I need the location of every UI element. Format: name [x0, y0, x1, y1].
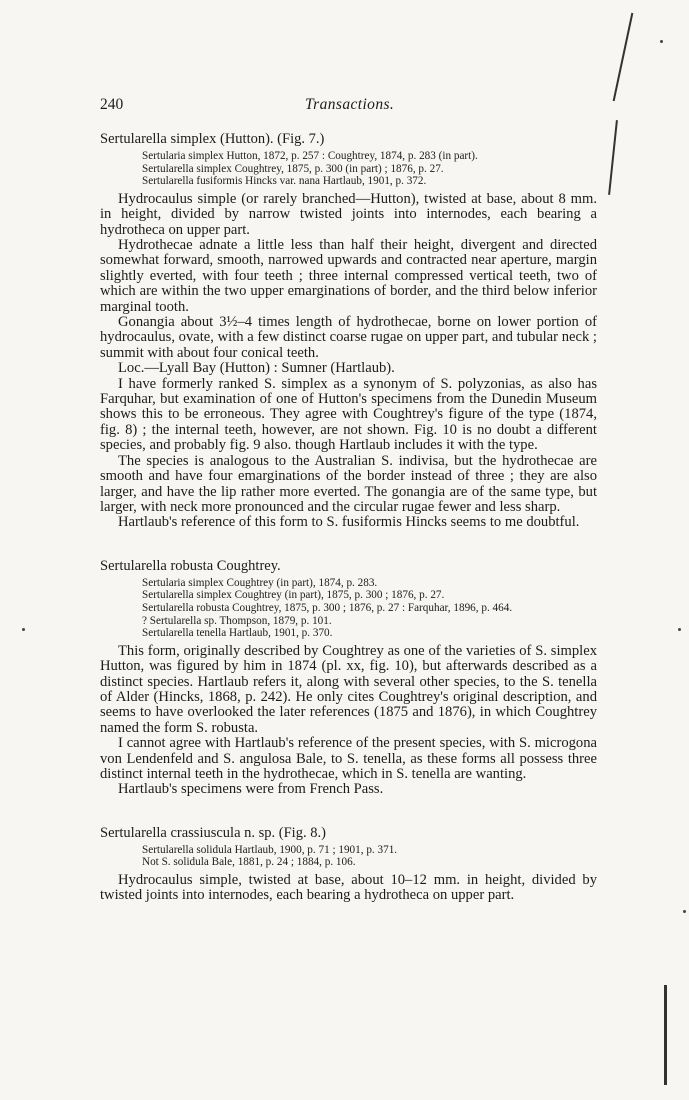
synonymy-list [100, 150, 597, 188]
synonym-entry: Sertularella simplex Coughtrey, 1875, p. 300 (in part) ; 1876, p. 27. [142, 162, 444, 175]
section-title: Sertularella robusta Coughtrey. [100, 557, 281, 574]
synonym-entry: Sertularella fusiformis Hincks var. nana Hartlaub, 1901, p. 372. [142, 175, 427, 188]
paragraph: I have formerly ranked S. simplex as a synonym of S. polyzonias, as also has Farquhar, but examination of one of Hutton's specimens from the Dunedin Museum shows this to be erroneous. They agree with Coughtrey's figure of the type (1874, fig. 8) ; the internal teeth, however, are not shown. Fig. 10 is no doubt a different species, and probably fig. 9 also. though Hartlaub includes it with the type. [100, 375, 597, 454]
page-header [100, 96, 600, 116]
paragraph: Loc.—Lyall Bay (Hutton) : Sumner (Hartlaub). [118, 360, 395, 377]
paragraph: The species is analogous to the Australian S. indivisa, but the hydrothecae are smooth and have four emarginations of the border instead of three ; they are also larger, and have the lip rather more everted. The gonangia are of the same type, but larger, with neck more pronounced and the circular rugae fewer and less sharp. [100, 452, 597, 515]
paragraph: This form, originally described by Coughtrey as one of the varieties of S. simplex Hutton, was figured by him in 1874 (pl. xx, fig. 10), but afterwards described as a distinct species. Hartlaub refers it, along with several other species, to the S. tenella of Alder (Hincks, 1868, p. 242). He only cites Coughtrey's original description, and seems to have overlooked the later references (1875 and 1876), in which Coughtrey named the form S. robusta. [100, 642, 597, 736]
paragraph: Hydrocaulus simple (or rarely branched—Hutton), twisted at base, about 8 mm. in height, divided by narrow twisted joints into internodes, each bearing a hydrotheca on upper part. [100, 190, 597, 238]
section-title: Sertularella simplex (Hutton). (Fig. 7.) [100, 131, 325, 147]
scan-speck [22, 628, 25, 631]
body-text [100, 130, 597, 904]
paragraph: Hydrocaulus simple, twisted at base, about 10–12 mm. in height, divided by twisted joints into internodes, each bearing a hydrotheca on upper part. [100, 871, 597, 904]
binding-edge-mark [664, 985, 667, 1085]
margin-pencil-mark [613, 13, 634, 101]
synonym-entry: ? Sertularella sp. Thompson, 1879, p. 101. [142, 614, 332, 627]
synonym-entry: Sertularia simplex Coughtrey (in part), 1874, p. 283. [142, 576, 378, 589]
synonym-entry: Sertularella solidula Hartlaub, 1900, p. 71 ; 1901, p. 371. [142, 843, 398, 856]
paragraph: I cannot agree with Hartlaub's reference of the present species, with S. microgona von Lendenfeld and S. angulosa Bale, to S. tenella, as these forms all possess three distinct internal teeth in the hydrothecae, which in S. tenella are wanting. [100, 735, 597, 782]
margin-pencil-mark [608, 120, 618, 195]
paragraph: Hartlaub's specimens were from French Pass. [118, 781, 384, 798]
synonym-entry: Sertularella simplex Coughtrey (in part), 1875, p. 300 ; 1876, p. 27. [142, 589, 445, 602]
scan-speck [683, 910, 686, 913]
synonym-entry: Sertularia simplex Hutton, 1872, p. 257 : Coughtrey, 1874, p. 283 (in part). [142, 150, 478, 162]
synonymy-list [100, 577, 597, 640]
paragraph: Hartlaub's reference of this form to S. fusiformis Hincks seems to me doubtful. [118, 514, 580, 531]
section-title: Sertularella crassiuscula n. sp. (Fig. 8.) [100, 824, 326, 841]
synonym-entry: Sertularella tenella Hartlaub, 1901, p. 370. [142, 627, 333, 640]
scan-speck [678, 628, 681, 631]
synonym-entry: Not S. solidula Bale, 1881, p. 24 ; 1884, p. 106. [142, 856, 356, 869]
paragraph: Hydrothecae adnate a little less than half their height, divergent and directed somewhat forward, smooth, narrowed upwards and contracted near aperture, margin slightly everted, with four teeth ; three internal compressed vertical teeth, two of which are within the two upper emarginations of border, and the third below inferior marginal tooth. [100, 237, 597, 315]
running-title: Transactions. [305, 96, 395, 113]
paragraph: Gonangia about 3½–4 times length of hydrothecae, borne on lower portion of hydrocaulus, ovate, with a few distinct coarse rugae on upper part, and tubular neck ; summit with about four conical teeth. [100, 314, 597, 361]
page-number: 240 [100, 96, 124, 113]
scan-speck [660, 40, 663, 43]
synonymy-list [100, 844, 597, 869]
synonym-entry: Sertularella robusta Coughtrey, 1875, p. 300 ; 1876, p. 27 : Farquhar, 1896, p. 464. [142, 601, 513, 614]
